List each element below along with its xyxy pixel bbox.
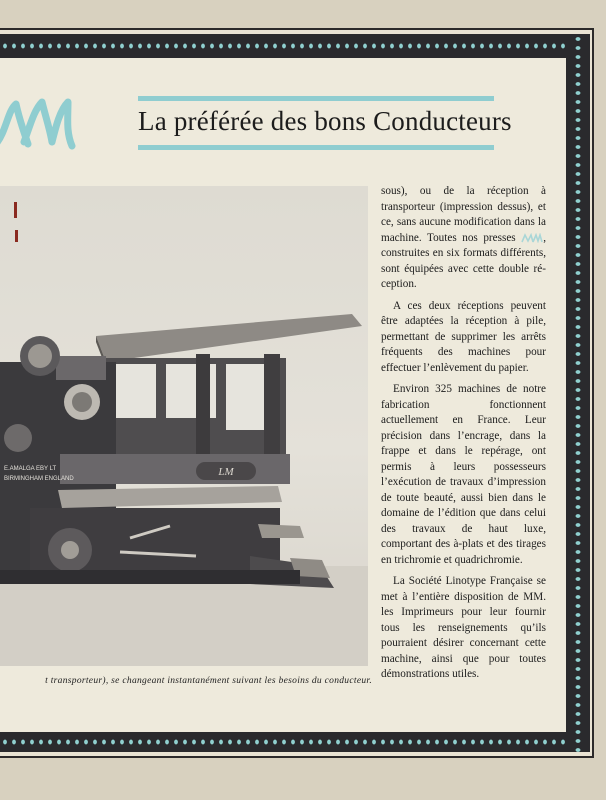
decorative-border-bottom [0, 732, 590, 752]
paragraph-1 [381, 184, 546, 293]
printing-press-photo [0, 186, 368, 666]
decorative-border-top [0, 34, 590, 58]
paragraph-4: La Société Linotype Française se met à l’entière disposition de MM. les Imprimeurs pour leur fournir tous les renseignements qu’ils pourraient désirer concernant cette machine, ainsi que pour toutes démonstrations utiles. [381, 575, 546, 680]
title-rule-bottom [138, 145, 494, 150]
maker-plate-line2: BIRMINGHAM ENGLAND [4, 476, 74, 482]
photo-caption: t transporteur), se changeant instantanément suivant les besoins du conducteur. [45, 676, 372, 686]
paragraph-3: Environ 325 machines de notre fabrication fonctionnent actuellement en France. Leur précision dans l’encrage, dans la frappe et dans le repérage, ont permis à leurs possesseurs l’exécution de travaux d’impression de toute beauté, aussi bien dans le domaine de l’édition que dans celui des travaux de haut luxe, comportant des à-plats et des tirages en trichromie et quadrichromie. [381, 383, 546, 566]
machine-mark: LM [218, 466, 234, 478]
mm-inline-logo-icon [521, 233, 543, 243]
paragraph-1-end: , construites en six formats différents, sont équipées avec cette double réception. [381, 231, 546, 290]
maker-plate-line1: E.AMALGA EBY LT [4, 466, 57, 472]
decorative-border-right [566, 34, 590, 752]
paragraph-2: A ces deux réceptions peuvent être adaptées la réception à pile, permettant de supprimer les arrêts fréquents des machines pour effectuer l’enlèvement du papier. [381, 299, 546, 374]
page-title: La préférée des bons Conducteurs [138, 106, 512, 136]
mm-monogram-logo [0, 92, 78, 154]
title-rule-top [138, 96, 494, 101]
body-text-column [381, 184, 546, 689]
printing-press-illustration [0, 186, 368, 666]
paragraph-1-start: sous), ou de la réception à transporteur (impression dessus), et ce, sans aucune modification dans la machine. Toutes nos presses [381, 185, 546, 244]
